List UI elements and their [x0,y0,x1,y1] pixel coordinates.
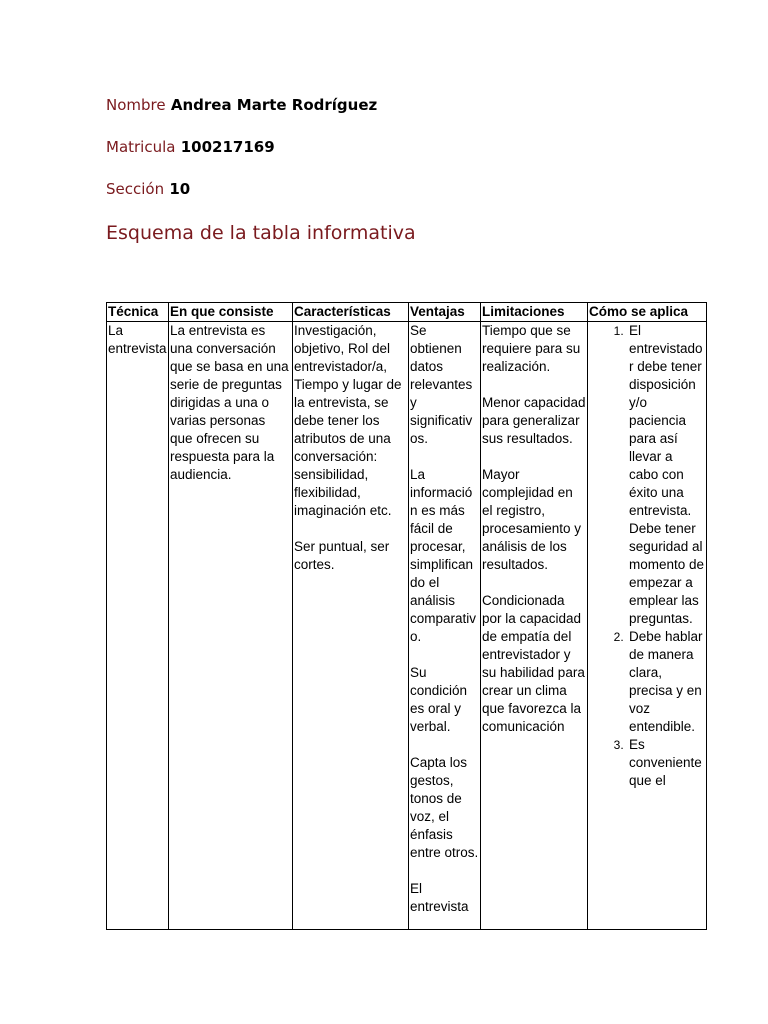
seccion-value: 10 [169,180,191,198]
limitaciones-para: Menor capacidad para generalizar sus resultados. [482,395,586,446]
header-aplica: Cómo se aplica [588,303,707,322]
cell-caracteristicas [293,322,409,930]
ventajas-para: Capta los gestos, tonos de voz, el énfasis entre otros. [410,755,479,860]
document-heading: Esquema de la tabla informativa [106,222,416,244]
matricula-label: Matricula [106,138,176,156]
seccion-line [106,180,190,198]
header-limitaciones: Limitaciones [481,303,588,322]
aplica-item: 2. Debe hablar de manera clara, precisa y en voz entendible. [627,628,705,736]
table-row [107,322,707,930]
cell-tecnica [107,322,169,930]
nombre-value: Andrea Marte Rodríguez [170,96,378,114]
nombre-label: Nombre [106,96,166,114]
aplica-item: 3. Es conveniente que el [627,736,705,790]
aplica-item: 1. El entrevistador debe tener disposición y/o paciencia para así llevar a cabo con éxito una entrevista. Debe tener seguridad al momento de empezar a emplear las preguntas. [627,322,705,628]
caracteristicas-para: Ser puntual, ser cortes. [294,539,390,572]
ventajas-para: La información es más fácil de procesar, simplificando el análisis comparativo. [410,467,477,644]
ventajas-para: Se obtienen datos relevantes y significativos. [410,323,473,446]
ventajas-para: El entrevista [410,881,469,914]
info-table [106,302,707,930]
cell-aplica [588,322,707,930]
info-table-wrapper [106,302,706,930]
cell-limitaciones [481,322,588,930]
header-consiste: En que consiste [169,303,293,322]
header-ventajas: Ventajas [409,303,481,322]
limitaciones-para: Mayor complejidad en el registro, procesamiento y análisis de los resultados. [482,467,582,572]
header-caracteristicas: Características [293,303,409,322]
cell-consiste [169,322,293,930]
seccion-label: Sección [106,180,165,198]
tecnica-text: La entrevista [108,323,167,356]
matricula-line [106,138,275,156]
limitaciones-para: Condicionada por la capacidad de empatía del entrevistador y su habilidad para crear un clima que favorezca la comunicación [482,593,585,734]
ventajas-para: Su condición es oral y verbal. [410,665,468,734]
aplica-list [589,322,705,790]
caracteristicas-para: Investigación, objetivo, Rol del entrevistador/a, Tiempo y lugar de la entrevista, se debe tener los atributos de una conversación: sensibilidad, flexibilidad, imaginación etc. [294,323,402,518]
matricula-value: 100217169 [180,138,275,156]
limitaciones-para: Tiempo que se requiere para su realización. [482,323,581,374]
header-tecnica: Técnica [107,303,169,322]
consiste-text: La entrevista es una conversación que se basa en una serie de preguntas dirigidas a una o varias personas que ofrecen su respuesta para la audiencia. [170,323,289,482]
cell-ventajas [409,322,481,930]
nombre-line [106,96,377,114]
table-header-row [107,303,707,322]
